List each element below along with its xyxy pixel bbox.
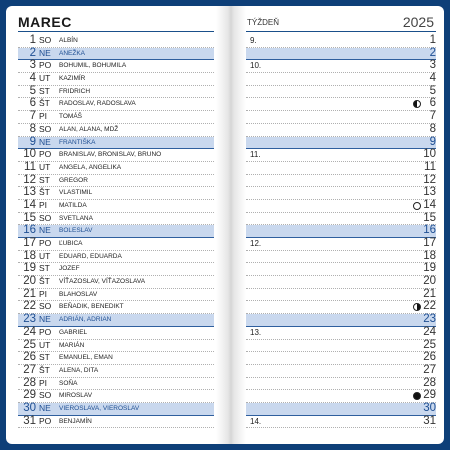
day-number-right: 12 bbox=[423, 173, 436, 186]
notes-row bbox=[246, 251, 436, 264]
name-day: ANEŽKA bbox=[59, 49, 86, 57]
day-row bbox=[18, 390, 214, 403]
day-of-week: PO bbox=[39, 60, 52, 71]
day-number: 8 bbox=[29, 122, 36, 135]
notes-row bbox=[246, 340, 436, 353]
day-row bbox=[18, 213, 214, 226]
name-day: FRANTIŠKA bbox=[59, 138, 96, 146]
day-row bbox=[18, 352, 214, 365]
notes-row bbox=[246, 213, 436, 226]
name-day: BOHUMIL, BOHUMILA bbox=[59, 62, 127, 70]
day-of-week: UT bbox=[39, 161, 51, 172]
day-of-week: PI bbox=[39, 111, 48, 122]
week-number: 11. bbox=[250, 150, 261, 160]
day-of-week: UT bbox=[39, 250, 51, 261]
name-day: ALENA, DITA bbox=[59, 366, 99, 374]
day-number: 10 bbox=[23, 148, 36, 161]
day-of-week: PO bbox=[39, 326, 52, 337]
day-number: 2 bbox=[29, 46, 36, 59]
notes-row bbox=[246, 98, 436, 111]
day-number-right: 4 bbox=[429, 72, 436, 85]
day-number: 13 bbox=[23, 186, 36, 199]
day-number-right: 5 bbox=[429, 84, 436, 97]
day-number-right: 16 bbox=[423, 224, 436, 237]
day-number-right: 27 bbox=[423, 363, 436, 376]
day-number-right: 9 bbox=[429, 135, 436, 148]
day-number-right: 10 bbox=[423, 148, 436, 161]
year-label: 2025 bbox=[402, 14, 434, 30]
week-number: 14. bbox=[250, 416, 262, 426]
day-of-week: ŠT bbox=[39, 364, 50, 375]
left-page-days bbox=[18, 35, 214, 428]
name-day: ADRIÁN, ADRIAN bbox=[59, 316, 112, 324]
notes-row bbox=[246, 187, 436, 200]
notes-row bbox=[246, 289, 436, 302]
page-gutter bbox=[216, 6, 246, 444]
day-number: 3 bbox=[29, 59, 36, 72]
day-number-right: 7 bbox=[429, 110, 436, 123]
day-number: 1 bbox=[29, 34, 36, 46]
day-number: 23 bbox=[23, 313, 36, 326]
notes-row bbox=[246, 35, 436, 48]
day-row bbox=[18, 276, 214, 289]
name-day: BENJAMÍN bbox=[59, 417, 92, 425]
day-number-right: 17 bbox=[423, 237, 436, 249]
notes-row bbox=[246, 149, 436, 162]
name-day: MARIÁN bbox=[59, 341, 85, 349]
notes-row bbox=[246, 390, 436, 403]
day-number: 15 bbox=[23, 211, 36, 224]
day-of-week: ST bbox=[39, 174, 50, 185]
notes-row bbox=[246, 162, 436, 175]
name-day: GREGOR bbox=[59, 176, 88, 184]
day-number-right: 3 bbox=[429, 59, 436, 72]
day-of-week: SO bbox=[39, 301, 52, 312]
moon-phase-full-icon bbox=[413, 392, 421, 400]
name-day: VÍŤAZOSLAV, VÍŤAZOSLAVA bbox=[59, 278, 146, 286]
day-of-week: SO bbox=[39, 123, 52, 134]
notes-row bbox=[246, 175, 436, 188]
day-row bbox=[18, 162, 214, 175]
day-row bbox=[18, 60, 214, 73]
notes-row bbox=[246, 60, 436, 73]
day-row bbox=[18, 365, 214, 378]
day-row bbox=[18, 200, 214, 213]
day-number-right: 13 bbox=[423, 186, 436, 199]
moon-phase-first-icon bbox=[413, 100, 421, 108]
notes-row bbox=[246, 276, 436, 289]
day-row bbox=[18, 124, 214, 137]
name-day: EDUARD, EDUARDA bbox=[59, 252, 122, 260]
name-day: ALAN, ALANA, MDŽ bbox=[59, 125, 119, 133]
week-number: 10. bbox=[250, 61, 262, 71]
day-of-week: PO bbox=[39, 149, 52, 160]
day-number: 5 bbox=[29, 84, 36, 97]
day-number-right: 2 bbox=[429, 46, 436, 59]
day-row bbox=[18, 416, 214, 429]
day-of-week: ŠT bbox=[39, 98, 50, 109]
day-of-week: NE bbox=[39, 402, 51, 413]
notes-row bbox=[246, 137, 436, 150]
day-row bbox=[18, 378, 214, 391]
notes-row bbox=[246, 225, 436, 238]
day-number-right: 15 bbox=[423, 211, 436, 224]
notes-row bbox=[246, 200, 436, 213]
day-of-week: PO bbox=[39, 238, 52, 248]
day-number: 29 bbox=[23, 389, 36, 402]
day-number-right: 30 bbox=[423, 401, 436, 414]
day-of-week: ST bbox=[39, 352, 50, 363]
day-number: 27 bbox=[23, 363, 36, 376]
name-day: VLASTIMIL bbox=[59, 189, 93, 197]
day-of-week: PI bbox=[39, 288, 48, 299]
name-day: ANGELA, ANGELIKA bbox=[59, 163, 122, 171]
name-day: BLAHOSLAV bbox=[59, 290, 98, 298]
day-number-right: 11 bbox=[424, 160, 436, 173]
day-number-right: 6 bbox=[429, 97, 436, 110]
day-row bbox=[18, 137, 214, 150]
day-row bbox=[18, 301, 214, 314]
day-of-week: PO bbox=[39, 415, 52, 426]
name-day: RADOSLAV, RADOSLAVA bbox=[59, 100, 136, 108]
notes-row bbox=[246, 301, 436, 314]
day-of-week: SO bbox=[39, 35, 52, 45]
name-day: KAZIMÍR bbox=[59, 75, 86, 83]
day-row bbox=[18, 289, 214, 302]
day-of-week: SO bbox=[39, 390, 52, 401]
moon-phase-last-icon bbox=[413, 303, 421, 311]
notes-row bbox=[246, 365, 436, 378]
day-row bbox=[18, 340, 214, 353]
day-number-right: 24 bbox=[423, 325, 436, 338]
day-of-week: ST bbox=[39, 85, 50, 96]
notes-row bbox=[246, 416, 436, 429]
header-divider-left bbox=[18, 31, 214, 32]
day-number-right: 29 bbox=[423, 389, 436, 402]
day-of-week: NE bbox=[39, 47, 51, 58]
day-number-right: 8 bbox=[429, 122, 436, 135]
day-number: 18 bbox=[23, 249, 36, 262]
notes-row bbox=[246, 263, 436, 276]
day-row bbox=[18, 73, 214, 86]
name-day: BOLESLAV bbox=[59, 227, 93, 235]
day-number: 14 bbox=[23, 198, 36, 211]
day-of-week: ŠT bbox=[39, 187, 50, 198]
day-number-right: 14 bbox=[423, 198, 436, 211]
name-day: GABRIEL bbox=[59, 328, 88, 336]
week-column-header: TÝŽDEŇ bbox=[247, 18, 279, 27]
day-row bbox=[18, 175, 214, 188]
day-of-week: SO bbox=[39, 212, 52, 223]
day-row bbox=[18, 314, 214, 327]
notes-row bbox=[246, 238, 436, 251]
day-number: 31 bbox=[23, 414, 36, 427]
calendar-spread bbox=[6, 6, 444, 444]
day-number-right: 23 bbox=[423, 313, 436, 326]
header-divider-right bbox=[246, 31, 436, 32]
day-row bbox=[18, 35, 214, 48]
day-number: 20 bbox=[23, 275, 36, 288]
day-number: 9 bbox=[29, 135, 36, 148]
name-day: TOMÁŠ bbox=[59, 113, 82, 121]
day-row bbox=[18, 327, 214, 340]
day-number-right: 26 bbox=[423, 351, 436, 364]
notes-row bbox=[246, 73, 436, 86]
day-row bbox=[18, 187, 214, 200]
name-day: FRIDRICH bbox=[59, 87, 91, 95]
day-number: 17 bbox=[23, 237, 36, 249]
day-number-right: 22 bbox=[423, 300, 436, 313]
day-row bbox=[18, 251, 214, 264]
right-page-days bbox=[246, 35, 436, 428]
day-number: 30 bbox=[23, 401, 36, 414]
day-row bbox=[18, 98, 214, 111]
day-number-right: 18 bbox=[423, 249, 436, 262]
day-number: 26 bbox=[23, 351, 36, 364]
day-of-week: ST bbox=[39, 263, 50, 274]
day-number-right: 28 bbox=[423, 376, 436, 389]
day-number: 4 bbox=[29, 72, 36, 85]
day-row bbox=[18, 149, 214, 162]
name-day: SOŇA bbox=[59, 379, 78, 387]
day-number: 19 bbox=[23, 262, 36, 275]
day-row bbox=[18, 86, 214, 99]
week-number: 12. bbox=[250, 239, 262, 248]
notes-row bbox=[246, 352, 436, 365]
day-row bbox=[18, 403, 214, 416]
day-row bbox=[18, 263, 214, 276]
moon-phase-new-icon bbox=[413, 202, 421, 210]
day-number: 12 bbox=[23, 173, 36, 186]
day-number: 25 bbox=[23, 338, 36, 351]
day-row bbox=[18, 48, 214, 61]
name-day: BRANISLAV, BRONISLAV, BRUNO bbox=[59, 151, 162, 159]
day-number: 24 bbox=[23, 325, 36, 338]
day-number-right: 31 bbox=[423, 414, 436, 427]
notes-row bbox=[246, 48, 436, 61]
notes-row bbox=[246, 403, 436, 416]
day-of-week: PI bbox=[39, 377, 48, 388]
day-of-week: PI bbox=[39, 199, 48, 210]
day-of-week: NE bbox=[39, 314, 51, 325]
day-number: 16 bbox=[23, 224, 36, 237]
day-number: 28 bbox=[23, 376, 36, 389]
name-day: MIROSLAV bbox=[59, 392, 93, 400]
day-number: 7 bbox=[29, 110, 36, 123]
day-number-right: 25 bbox=[423, 338, 436, 351]
notes-row bbox=[246, 124, 436, 137]
day-of-week: UT bbox=[39, 339, 51, 350]
day-number: 11 bbox=[24, 160, 36, 173]
name-day: JOZEF bbox=[59, 265, 80, 273]
day-number: 6 bbox=[29, 97, 36, 110]
day-row bbox=[18, 111, 214, 124]
notes-row bbox=[246, 314, 436, 327]
day-row bbox=[18, 238, 214, 251]
notes-row bbox=[246, 111, 436, 124]
name-day: EMANUEL, EMAN bbox=[59, 354, 113, 362]
name-day: MATILDA bbox=[59, 201, 87, 209]
day-of-week: UT bbox=[39, 73, 51, 84]
name-day: ALBÍN bbox=[59, 37, 78, 44]
name-day: SVETLANA bbox=[59, 214, 93, 222]
week-number: 13. bbox=[250, 327, 262, 337]
day-of-week: NE bbox=[39, 136, 51, 147]
notes-row bbox=[246, 327, 436, 340]
name-day: ĽUBICA bbox=[59, 240, 83, 247]
day-row bbox=[18, 225, 214, 238]
name-day: BEŇADIK, BENEDIKT bbox=[59, 303, 124, 311]
day-of-week: NE bbox=[39, 225, 51, 236]
day-number-right: 20 bbox=[423, 275, 436, 288]
month-title: MAREC bbox=[18, 14, 72, 30]
day-number-right: 19 bbox=[423, 262, 436, 275]
day-number-right: 1 bbox=[429, 34, 436, 46]
notes-row bbox=[246, 86, 436, 99]
day-number: 22 bbox=[23, 300, 36, 313]
day-number: 21 bbox=[23, 287, 36, 300]
day-of-week: ŠT bbox=[39, 276, 50, 287]
name-day: VIEROSLAVA, VIEROSLAV bbox=[59, 404, 140, 412]
day-number-right: 21 bbox=[423, 287, 436, 300]
week-number: 9. bbox=[250, 36, 257, 45]
notes-row bbox=[246, 378, 436, 391]
